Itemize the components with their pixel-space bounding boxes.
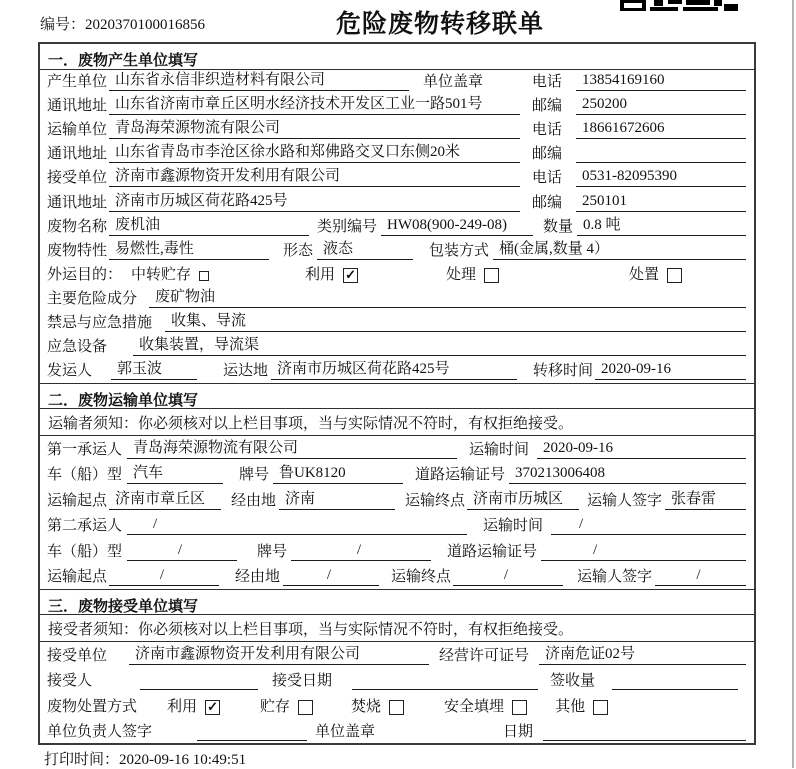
zip-value: 250200	[576, 96, 746, 115]
carrier1-value: 青岛海荣源物流有限公司	[127, 436, 457, 459]
via-label: 经由地	[235, 569, 281, 586]
shipper-label: 发运人	[47, 363, 93, 380]
transfer-time-value: 2020-09-16	[595, 361, 746, 380]
vehicle2-row	[40, 538, 754, 564]
transport-time-blank: /	[551, 516, 746, 535]
emergency-equipment-row	[40, 335, 754, 359]
carrier1-label: 第一承运人	[47, 441, 123, 458]
vehicle-type-blank: /	[127, 542, 237, 561]
checkbox-unchecked-icon	[298, 700, 313, 715]
road-permit-label: 道路运输证号	[447, 543, 538, 560]
plate-blank: /	[291, 542, 431, 561]
phone-label: 电话	[532, 122, 563, 139]
waste-character-row	[40, 239, 754, 263]
road-permit-blank: /	[541, 542, 746, 561]
address-value: 济南市历城区荷花路425号	[109, 189, 520, 212]
category-label: 类别编号	[317, 218, 378, 235]
origin-label: 运输起点	[47, 569, 108, 586]
purpose-option-storage: 中转贮存	[131, 266, 192, 283]
transporter-notice: 运输者须知：你必须核对以上栏目事项，当与实际情况不符时，有权拒绝接受。	[40, 409, 754, 436]
waste-name-row	[40, 215, 754, 239]
address-value: 山东省济南市章丘区明水经济技术开发区工业一路501号	[109, 92, 520, 115]
destination-value: 济南市历城区荷花路425号	[271, 357, 517, 380]
vehicle-type-value: 汽车	[127, 461, 223, 484]
road-permit-value: 370213006408	[509, 465, 746, 484]
endpoint-label: 运输终点	[391, 569, 452, 586]
section-receiver	[40, 589, 754, 744]
date-blank	[543, 739, 746, 741]
origin-label: 运输起点	[47, 492, 108, 509]
checkbox-unchecked-icon	[484, 268, 499, 283]
section2-title: 二．废物运输单位填写	[40, 383, 754, 409]
accept-unit-value: 济南市鑫源物资开发利用有限公司	[129, 642, 429, 665]
zip-label: 邮编	[532, 98, 563, 115]
producer-row	[40, 70, 754, 94]
document-number-value: 2020370100016856	[85, 17, 206, 33]
packing-label: 包装方式	[429, 242, 490, 259]
road-permit-label: 道路运输证号	[415, 467, 506, 484]
recipient-label: 接受人	[47, 673, 93, 690]
zip-value-blank	[576, 161, 746, 163]
emergency-measures-row	[40, 311, 754, 335]
zip-label: 邮编	[532, 194, 563, 211]
transporter-row	[40, 118, 754, 142]
checkbox-checked-icon: ✓	[205, 700, 220, 715]
disposal-option-burn: 焚烧	[351, 698, 382, 715]
document-number-label: 编号：	[40, 17, 86, 33]
checkbox-checked-icon: ✓	[343, 268, 358, 283]
recipient-row	[40, 668, 754, 694]
form-value: 液态	[317, 237, 413, 260]
signed-amount-label: 签收量	[550, 673, 596, 690]
purpose-option-use: 利用	[305, 266, 336, 283]
shipper-row	[40, 359, 754, 383]
disposal-option-other: 其他	[555, 698, 586, 715]
disposal-option-storage: 贮存	[260, 698, 291, 715]
page-title: 危险废物转移联单	[335, 11, 544, 38]
print-time-value: 2020-09-16 10:49:51	[119, 752, 247, 768]
emergency-value: 收集、导流	[165, 309, 746, 332]
accept-unit-row	[40, 642, 754, 668]
carrier2-value-blank: /	[127, 516, 467, 535]
checkbox-unchecked-icon	[512, 700, 527, 715]
waste-name-label: 废物名称	[47, 218, 108, 235]
producer-address-row	[40, 94, 754, 118]
scan-page-edge	[792, 0, 794, 768]
phone-label: 电话	[532, 74, 563, 91]
producer-label: 产生单位	[47, 74, 108, 91]
section-transporter	[40, 383, 754, 589]
character-value: 易燃性,毒性	[109, 237, 269, 260]
zip-label: 邮编	[532, 146, 563, 163]
print-time	[44, 748, 246, 769]
purpose-option-treat: 处理	[446, 266, 477, 283]
packing-value: 桶(金属,数量 4）	[493, 237, 746, 260]
hazard-label: 主要危险成分	[47, 290, 138, 307]
section-producer	[40, 44, 754, 383]
endpoint-label: 运输终点	[405, 492, 466, 509]
carrier-signature-label: 运输人签字	[587, 492, 663, 509]
checkbox-unchecked-icon	[667, 268, 682, 283]
carrier-signature-label: 运输人签字	[577, 569, 653, 586]
head-signature-row	[40, 719, 754, 745]
address-label: 通讯地址	[47, 146, 108, 163]
address-value: 山东省青岛市李沧区徐水路和郑佛路交叉口东侧20米	[109, 140, 520, 163]
disposal-method-label: 废物处置方式	[47, 698, 138, 715]
shipper-value: 郭玉波	[111, 357, 197, 380]
receiver-address-row	[40, 190, 754, 214]
route2-row	[40, 564, 754, 590]
via-value: 济南	[279, 487, 395, 510]
equipment-value: 收集装置，导流渠	[133, 333, 746, 356]
hazard-value: 废矿物油	[149, 285, 746, 308]
phone-value: 18661672606	[576, 120, 746, 139]
receiver-notice: 接受者须知：你必须核对以上栏目事项，当与实际情况不符时，有权拒绝接受。	[40, 615, 754, 642]
equipment-label: 应急设备	[47, 339, 108, 356]
waste-name-value: 废机油	[109, 213, 309, 236]
head-signature-blank	[197, 739, 307, 741]
route1-row	[40, 487, 754, 513]
via-blank: /	[283, 567, 379, 586]
carrier-signature-blank: /	[655, 567, 746, 586]
transfer-purpose-row	[40, 263, 754, 287]
vehicle-type-label: 车（船）型	[47, 467, 123, 484]
carrier2-label: 第二承运人	[47, 518, 123, 535]
checkbox-unchecked-icon	[389, 700, 404, 715]
accept-date-label: 接受日期	[272, 673, 333, 690]
quantity-label: 数量	[543, 218, 574, 235]
emergency-label: 禁忌与应急措施	[47, 315, 153, 332]
zip-value: 250101	[576, 193, 746, 212]
transport-time-label: 运输时间	[469, 441, 530, 458]
section3-title: 三．废物接受单位填写	[40, 589, 754, 615]
category-value: HW08(900-249-08)	[381, 217, 533, 236]
checkbox-unchecked-icon	[593, 700, 608, 715]
recipient-blank	[140, 688, 258, 690]
purpose-option-dispose: 处置	[629, 266, 660, 283]
transfer-manifest-form	[38, 42, 756, 745]
print-time-label: 打印时间：	[44, 752, 120, 768]
origin-value: 济南市章丘区	[109, 487, 221, 510]
phone-value: 0531-82095390	[576, 168, 746, 187]
receiver-row	[40, 166, 754, 190]
phone-value: 13854169160	[576, 72, 746, 91]
accept-unit-label: 接受单位	[47, 647, 108, 664]
purpose-label: 外运目的：	[47, 266, 123, 283]
form-label: 形态	[283, 242, 314, 259]
second-carrier-row	[40, 513, 754, 539]
character-label: 废物特性	[47, 242, 108, 259]
head-signature-label: 单位负责人签字	[47, 724, 153, 741]
transfer-time-label: 转移时间	[533, 363, 594, 380]
vehicle1-row	[40, 462, 754, 488]
document-number	[40, 13, 205, 34]
address-label: 通讯地址	[47, 98, 108, 115]
transporter-address-row	[40, 142, 754, 166]
transporter-value: 青岛海荣源物流有限公司	[109, 116, 520, 139]
receiver-label: 接受单位	[47, 170, 108, 187]
transport-time-value: 2020-09-16	[537, 440, 746, 459]
accept-date-blank	[352, 688, 538, 690]
signed-amount-blank	[612, 688, 738, 690]
endpoint-value: 济南市历城区	[467, 487, 579, 510]
disposal-option-use: 利用	[167, 698, 198, 715]
section1-title: 一．废物产生单位填写	[40, 44, 754, 70]
phone-label: 电话	[532, 170, 563, 187]
disposal-option-landfill: 安全填埋	[444, 698, 505, 715]
producer-value: 山东省永信非织造材料有限公司	[109, 68, 409, 91]
endpoint-blank: /	[453, 567, 563, 586]
qr-code-fragment	[620, 0, 738, 11]
hazard-component-row	[40, 287, 754, 311]
unit-seal-label: 单位盖章	[423, 74, 484, 91]
plate-label: 牌号	[257, 543, 288, 560]
via-label: 经由地	[231, 492, 277, 509]
license-value: 济南危证02号	[539, 642, 746, 665]
transport-time-label: 运输时间	[483, 518, 544, 535]
checkbox-unchecked-icon	[199, 271, 209, 281]
license-label: 经营许可证号	[439, 647, 530, 664]
disposal-method-row	[40, 693, 754, 719]
plate-label: 牌号	[239, 467, 270, 484]
transporter-label: 运输单位	[47, 122, 108, 139]
plate-value: 鲁UK8120	[273, 461, 403, 484]
date-label: 日期	[503, 724, 534, 741]
address-label: 通讯地址	[47, 194, 108, 211]
origin-blank: /	[109, 567, 219, 586]
destination-label: 运达地	[223, 363, 269, 380]
carrier-signature-value: 张春雷	[665, 487, 746, 510]
first-carrier-row	[40, 436, 754, 462]
receiver-value: 济南市鑫源物资开发利用有限公司	[109, 164, 520, 187]
quantity-value: 0.8 吨	[577, 213, 746, 236]
unit-seal-label: 单位盖章	[315, 724, 376, 741]
vehicle-type-label: 车（船）型	[47, 543, 123, 560]
